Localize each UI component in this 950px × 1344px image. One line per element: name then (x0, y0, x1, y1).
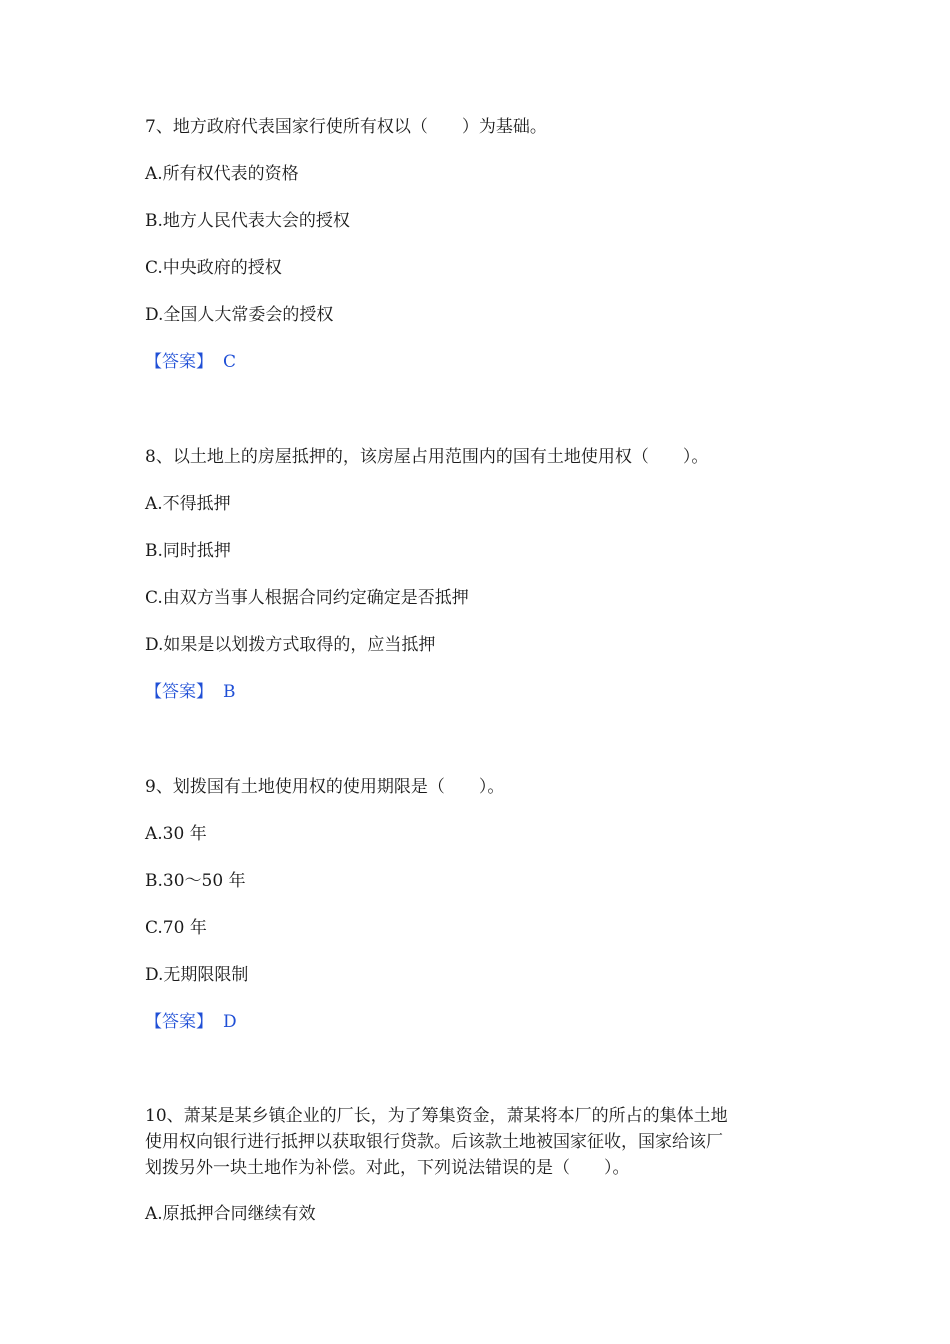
question-9-option-b: B.30～50 年 (145, 871, 246, 891)
question-9-option-d: D.无期限限制 (145, 965, 249, 985)
question-8-option-a: A.不得抵押 (145, 494, 231, 514)
question-7-option-d: D.全国人大常委会的授权 (145, 305, 334, 325)
question-9-stem: 9、划拨国有土地使用权的使用期限是（ ）。 (145, 777, 505, 797)
question-8-option-d: D.如果是以划拨方式取得的，应当抵押 (145, 635, 436, 655)
question-8-option-c: C.由双方当事人根据合同约定确定是否抵押 (145, 588, 469, 608)
question-9-option-c: C.70 年 (145, 918, 207, 938)
question-10-option-a: A.原抵押合同继续有效 (145, 1204, 316, 1224)
question-9-option-a: A.30 年 (145, 824, 207, 844)
question-8-answer (145, 682, 236, 702)
question-7-option-a: A.所有权代表的资格 (145, 164, 299, 184)
question-8-stem: 8、以土地上的房屋抵押的，该房屋占用范围内的国有土地使用权（ ）。 (145, 447, 709, 467)
question-7-option-c: C.中央政府的授权 (145, 258, 282, 278)
question-10-stem-line-2: 使用权向银行进行抵押以获取银行贷款。后该款土地被国家征收，国家给该厂 (145, 1132, 723, 1152)
answer-label: 【答案】 (145, 682, 213, 702)
answer-value: D (223, 1012, 237, 1032)
question-7-option-b: B.地方人民代表大会的授权 (145, 211, 350, 231)
question-10-stem-line-3: 划拨另外一块土地作为补偿。对此，下列说法错误的是（ ）。 (145, 1158, 630, 1178)
question-8-option-b: B.同时抵押 (145, 541, 231, 561)
answer-label: 【答案】 (145, 352, 213, 372)
question-10-stem-line-1: 10、萧某是某乡镇企业的厂长，为了筹集资金，萧某将本厂的所占的集体土地 (145, 1106, 728, 1126)
question-7-answer (145, 352, 236, 372)
question-7-stem: 7、地方政府代表国家行使所有权以（ ）为基础。 (145, 117, 547, 137)
answer-value: C (223, 352, 237, 372)
answer-label: 【答案】 (145, 1012, 213, 1032)
answer-value: B (223, 682, 236, 702)
question-9-answer (145, 1012, 237, 1032)
